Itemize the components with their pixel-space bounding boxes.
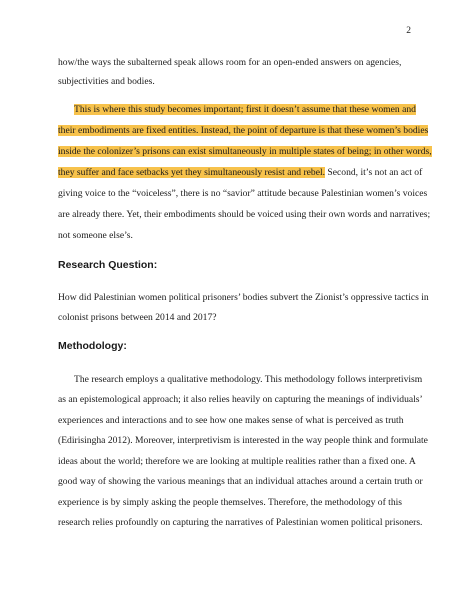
highlighted-text: they suffer and face setbacks yet they simultaneously resist and rebel.	[58, 167, 326, 178]
methodology-line-1: The research employs a qualitative methodology. This methodology follows interpretivism	[74, 374, 423, 385]
para1-line-2: subjectivities and bodies.	[58, 76, 155, 87]
research-question-line-1: How did Palestinian women political prisoners’ bodies subvert the Zionist’s oppressive tactics in	[58, 292, 429, 303]
methodology-line-8: research relies profoundly on capturing the narratives of Palestinian women political prisoners.	[58, 517, 423, 528]
para2-line-1	[74, 103, 416, 116]
para2-line-7: not someone else’s.	[58, 230, 133, 241]
methodology-line-7: experience is by simply asking the people themselves. Therefore, the methodology of this	[58, 497, 403, 508]
methodology-line-6: good way of showing the various meanings that an individual attaches around a certain truth or	[58, 476, 423, 487]
para1-line-1: how/the ways the subalterned speak allows room for an open-ended answers on agencies,	[58, 57, 402, 68]
page-number: 2	[406, 26, 411, 36]
para2-line-4-rest: Second, it’s not an act of	[325, 167, 423, 178]
para2-line-5: giving voice to the “voiceless”, there is no “savior” attitude because Palestinian women’s voices	[58, 188, 428, 199]
methodology-heading: Methodology:	[58, 340, 127, 352]
para2-line-6: are already there. Yet, their embodiments should be voiced using their own words and narratives;	[58, 209, 431, 220]
research-question-line-2: colonist prisons between 2014 and 2017?	[58, 312, 217, 323]
para2-line-4	[58, 166, 422, 179]
highlighted-text: This is where this study becomes important; first it doesn’t assume that these women and	[74, 104, 416, 115]
highlighted-text: their embodiments are fixed entities. Instead, the point of departure is that these women’s bodies	[58, 125, 429, 136]
research-question-heading: Research Question:	[58, 259, 158, 271]
methodology-line-2: as an epistemological approach; it also relies heavily on capturing the meanings of individuals’	[58, 394, 423, 405]
highlighted-text: inside the colonizer’s prisons can exist simultaneously in multiple states of being; in other words,	[58, 146, 432, 157]
methodology-line-3: experiences and interactions and to see how one makes sense of what is perceived as truth	[58, 415, 404, 426]
methodology-line-4: (Edirisingha 2012). Moreover, interpretivism is interested in the way people think and formulate	[58, 435, 428, 446]
para2-line-2	[58, 124, 428, 137]
para2-line-3	[58, 145, 432, 158]
methodology-line-5: ideas about the world; therefore we are looking at multiple realities rather than a fixed one. A	[58, 456, 416, 467]
